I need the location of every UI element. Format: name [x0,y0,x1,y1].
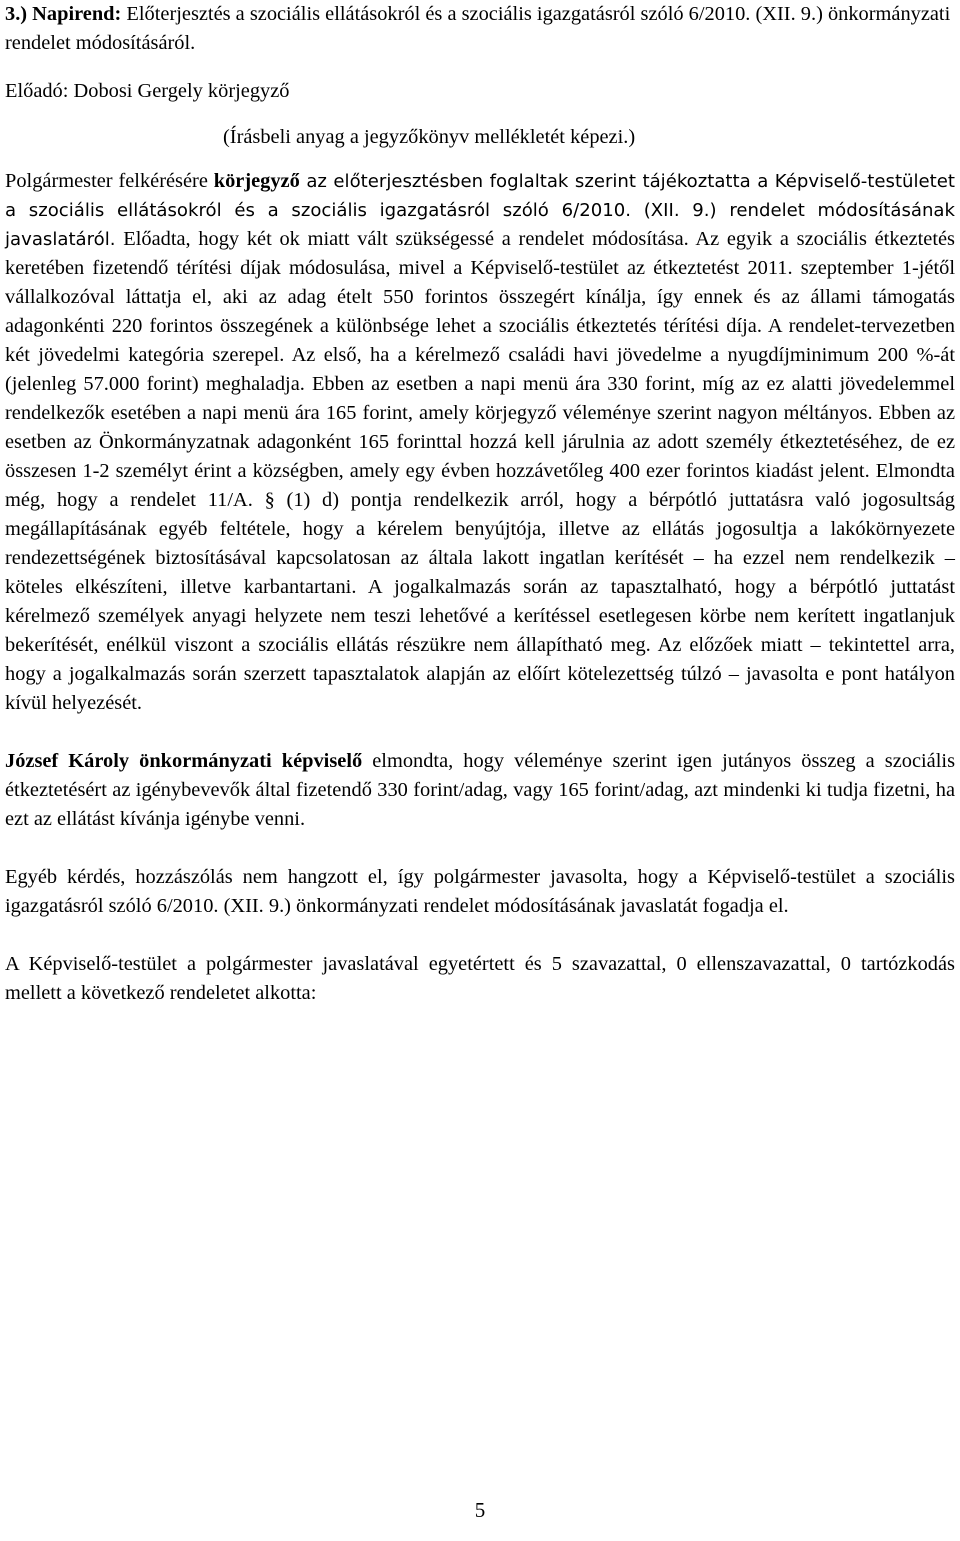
paragraph-representative [5,747,955,834]
paragraph-sans-text: az előterjesztésben foglaltak szerint tájékoztatta a Képviselő-testületet a szociális ellátásokról és a szociális igazgatásról szóló 6/2010. (XII. 9.) rendelet módosításának javaslatáról. [5,171,956,250]
document-page [5,0,955,1008]
paragraph-clerk-report [5,167,955,718]
attachment-note: (Írásbeli anyag a jegyzőkönyv mellékletét képezi.) [223,126,636,148]
paragraph-body: elmondta, hogy véleménye szerint igen jutányos összeg a szociális étkeztetésért az igénybevevők által fizetendő 330 forint/adag, vagy 165 forint/adag, azt mindenki ki tudja fizetni, ha ezt az ellátást kívánja igénybe venni. [5,750,955,830]
paragraph-proposal: Egyéb kérdés, hozzászólás nem hangzott el, így polgármester javasolta, hogy a Képviselő-testület a szociális igazgatásról szóló 6/2010. (XII. 9.) önkormányzati rendelet módosításának javaslatát fogadja el. [5,866,955,917]
agenda-heading [5,0,955,58]
agenda-title: Előterjesztés a szociális ellátásokról és a szociális igazgatásról szóló 6/2010. (XII. 9.) önkormányzati rendelet módosításáról. [5,3,951,54]
presenter-line: Előadó: Dobosi Gergely körjegyző [5,80,290,102]
paragraph-body: Előadta, hogy két ok miatt vált szükségessé a rendelet módosítása. Az egyik a szociális étkeztetés keretében fizetendő térítési díjak módosulása, mivel a Képviselő-testület az étkeztetést 2011. szeptember 1-jétől vállalkozóval láttatja el, aki az adag ételt 550 forintos összegért kínálja, így ennek és az állami támogatás adagonkénti 220 forintos összegének a különbsége lehet a szociális étkeztetés térítési díja. A rendelet-tervezetben két jövedelmi kategória szerepel. Az első, ha a kérelmező családi havi jövedelme a nyugdíjminimum 200 %-át (jelenleg 57.000 forint) meghaladja. Ebben az esetben a napi menü ára 330 forint, míg az ez alatti jövedelemmel rendelkezők esetében a napi menü ára 165 forint, amely körjegyző véleménye szerint nagyon méltányos. Ebben az esetben az Önkormányzatnak adagonként 165 forinttal hozzá kell járulnia az adott személy étkeztetéséhez, de ez összesen 1-2 személyt érint a községben, amely egy évben hozzávetőleg 400 ezer forintos kiadást jelent. Elmondta még, hogy a rendelet 11/A. § (1) d) pontja rendelkezik arról, hogy a bérpótló juttatásra való jogosultság megállapításának egyéb feltétele, hogy a kérelem benyújtója, illetve az ellátás jogosultja a lakókörnyezete rendezettségének biztosításával kapcsolatosan az általa lakott ingatlan kerítését – ha ezzel nem rendelkezik – köteles elkészíteni, illetve karbantartani. A jogalkalmazás során az tapasztalható, hogy a bérpótló juttatást kérelmező személyek anyagi helyzete nem teszi lehetővé a kerítéssel esetlegesen körbe nem kerített ingatlanjuk bekerítését, enélkül viszont a szociális ellátás részükre nem állapítható meg. Az előzőek miatt – tekintettel arra, hogy a jogalkalmazás során szerzett tapasztalatok alapján az előírt kötelezettség túlzó – javasolta e pont hatályon kívül helyezését. [5,228,955,714]
speaker-name: körjegyző [213,170,300,192]
agenda-number: 3.) Napirend: [5,3,122,25]
paragraph-intro: Polgármester felkérésére [5,170,214,192]
paragraph-vote: A Képviselő-testület a polgármester javaslatával egyetértett és 5 szavazattal, 0 ellenszavazattal, 0 tartózkodás mellett a következő rendeletet alkotta: [5,953,955,1004]
page-number: 5 [474,1498,486,1522]
speaker-name: József Károly önkormányzati képviselő [5,750,363,772]
